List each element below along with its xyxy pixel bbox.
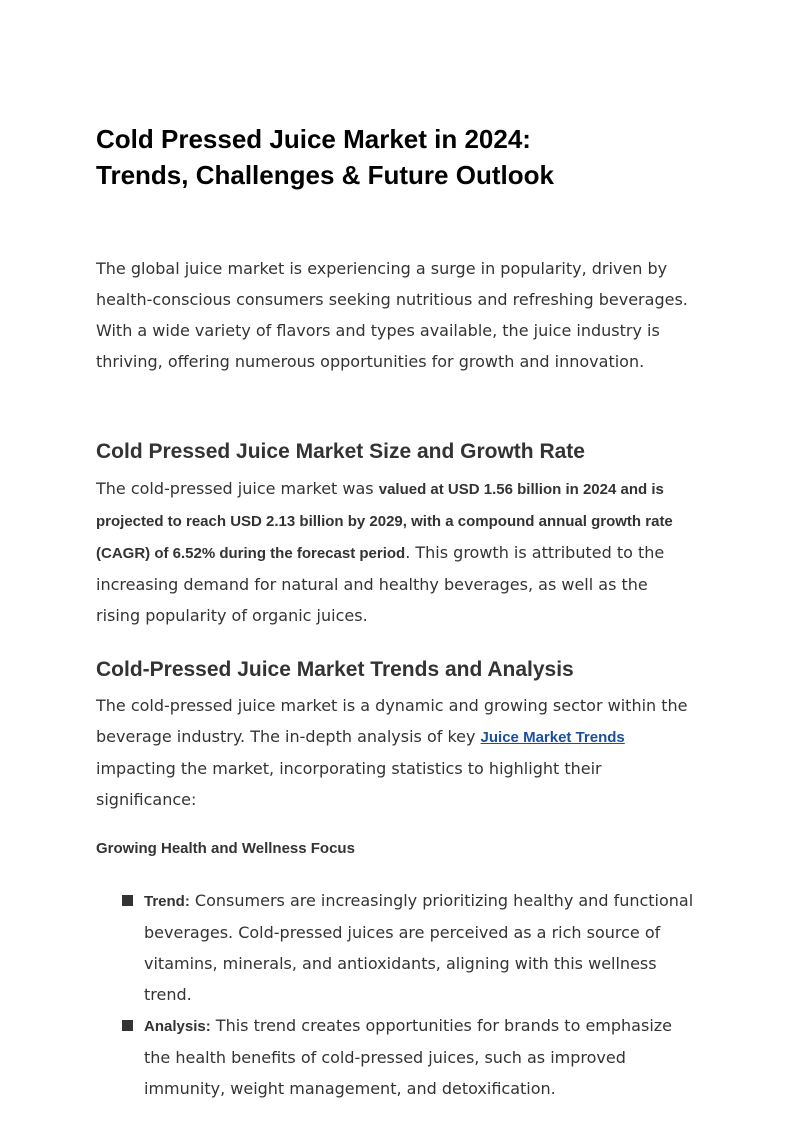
- bullet-text: This trend creates opportunities for brands to emphasize the health benefits of cold-pressed juices, such as improved immunity, weight management, and detoxification.: [144, 1016, 673, 1098]
- market-size-text-end: . This growth is attributed to the increasing demand for natural and healthy beverages, as well as the rising popularity of organic juices.: [96, 543, 665, 625]
- title-line-2: Trends, Challenges & Future Outlook: [96, 160, 554, 190]
- list-item: [96, 1010, 696, 1104]
- square-bullet-icon: [122, 895, 133, 906]
- juice-market-trends-link[interactable]: Juice Market Trends: [480, 729, 625, 746]
- market-size-paragraph: [96, 473, 696, 631]
- bullet-text: Consumers are increasingly prioritizing healthy and functional beverages. Cold-pressed juices are perceived as a rich source of vitamins, minerals, and antioxidants, aligning with this wellness trend.: [144, 891, 694, 1004]
- market-trends-heading: Cold-Pressed Juice Market Trends and Analysis: [96, 658, 574, 681]
- market-trends-paragraph: [96, 690, 696, 815]
- health-wellness-heading: Growing Health and Wellness Focus: [96, 840, 355, 857]
- title-line-1: Cold Pressed Juice Market in 2024:: [96, 124, 531, 154]
- market-size-text-start: The cold-pressed juice market was: [96, 479, 379, 498]
- market-size-heading: Cold Pressed Juice Market Size and Growth Rate: [96, 440, 585, 463]
- page-title: [96, 121, 554, 193]
- market-trends-text-end: impacting the market, incorporating statistics to highlight their significance:: [96, 759, 602, 809]
- bullet-label: Trend:: [144, 893, 190, 910]
- market-size-highlight: valued at USD 1.56 billion in 2024 and is projected to reach USD 2.13 billion by 2029, with a compound annual growth rate (CAGR) of 6.52% during the forecast period: [96, 481, 673, 562]
- intro-paragraph: The global juice market is experiencing a surge in popularity, driven by health-conscious consumers seeking nutritious and refreshing beverages. With a wide variety of flavors and types available, the juice industry is thriving, offering numerous opportunities for growth and innovation.: [96, 259, 688, 371]
- health-wellness-list: [96, 885, 696, 1104]
- square-bullet-icon: [122, 1020, 133, 1031]
- bullet-label: Analysis:: [144, 1018, 211, 1035]
- market-trends-text-start: The cold-pressed juice market is a dynamic and growing sector within the beverage industry. The in-depth analysis of key: [96, 696, 688, 746]
- list-item: [96, 885, 696, 1010]
